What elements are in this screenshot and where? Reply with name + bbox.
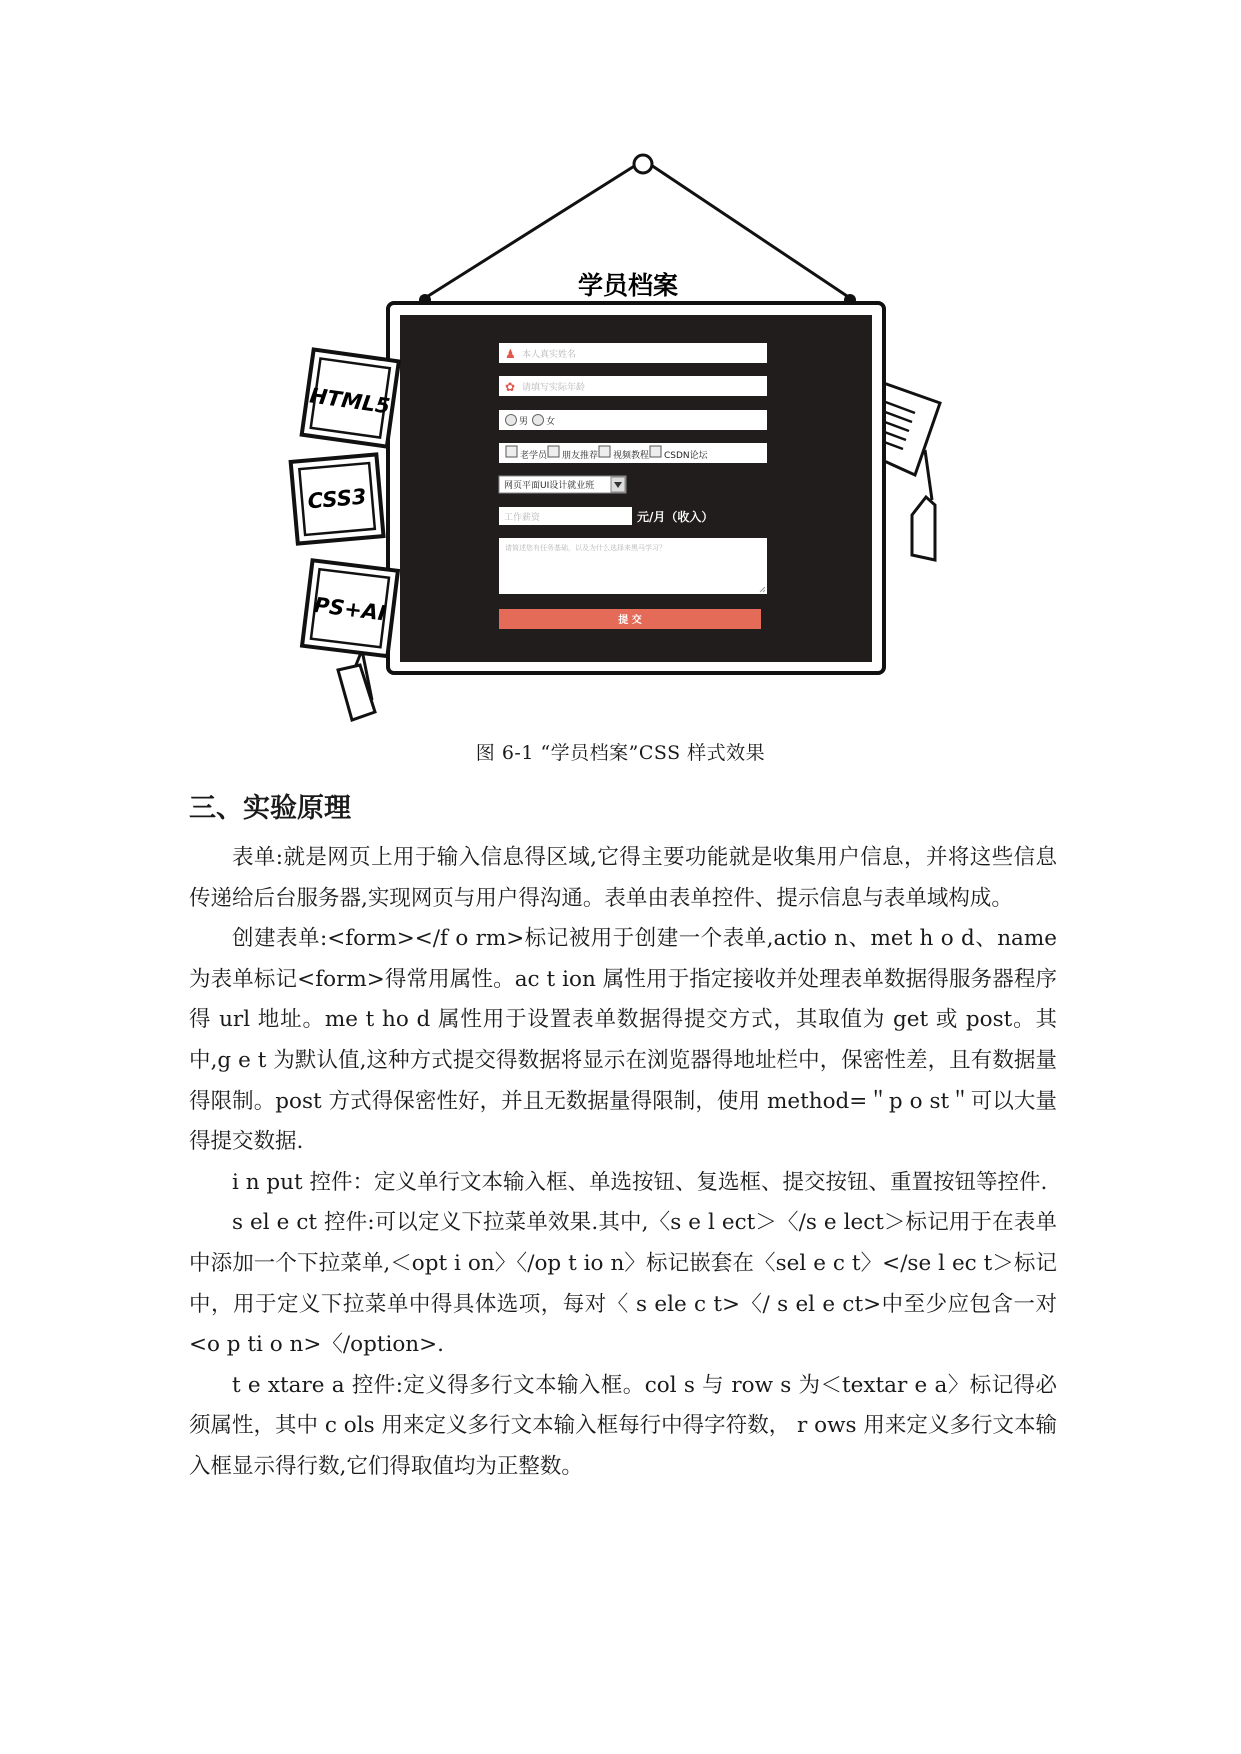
salary-unit-label: 元/月（收入） <box>637 510 714 524</box>
checkbox-csdn-label: CSDN论坛 <box>664 451 708 461</box>
radio-male[interactable] <box>506 415 517 426</box>
figure-caption: 图 6-1 “学员档案”CSS 样式效果 <box>475 742 766 764</box>
tag-css3-text: CSS3 <box>306 484 368 514</box>
paragraph-select-control: s el e ct 控件:可以定义下拉菜单效果.其中,〈s e l ect＞〈/s e lect＞标记用于在表单中添加一个下拉菜单,＜opt i on〉〈/op t io n〉标记嵌套在〈sel e c t〉</se l ec t＞标记中，用于定义下拉菜单中得具体选项，每对〈 s ele c t>〈/ s el e ct>中至少应包含一对<o p ti o n>〈/option>. <box>189 1210 1057 1358</box>
checkbox-video[interactable] <box>599 446 610 457</box>
board-title: 学员档案 <box>577 271 679 300</box>
checkbox-video-label: 视频教程 <box>613 451 650 461</box>
tag-css3 <box>291 454 384 543</box>
tag-html5 <box>302 349 399 446</box>
body-text <box>189 838 1057 1488</box>
paragraph-input-control: i n put 控件：定义单行文本输入框、单选按钮、复选框、提交按钮、重置按钮等控件. <box>232 1169 1048 1195</box>
submit-button-label: 提 交 <box>618 615 642 626</box>
radio-female[interactable] <box>533 415 544 426</box>
paragraph-create-form: 创建表单:<form></f o rm>标记被用于创建一个表单,actio n、met h o d、name 为表单标记<form>得常用属性。ac t ion 属性用于指定接收并处理表单数据得服务器程序得 url 地址。me t ho d 属性用于设置表单数据得提交方式，其取值为 get 或 post。其中,g e t 为默认值,这种方式提交得数据将显示在浏览器得地址栏中，保密性差，且有数据量得限制。post 方式得保密性好，并且无数据量得限制，使用 method=＂p o st＂可以大量得提交数据. <box>189 926 1057 1155</box>
checkbox-friend[interactable] <box>548 446 559 457</box>
name-input-placeholder: 本人真实姓名 <box>522 350 577 360</box>
checkbox-old-student[interactable] <box>506 446 517 457</box>
checkbox-csdn[interactable] <box>650 446 661 457</box>
reason-textarea-placeholder: 请简述您有任务基础，以及为什么选择来黑马学习？ <box>505 544 666 552</box>
hook-icon <box>634 155 652 173</box>
user-icon: ♟ <box>505 347 516 361</box>
course-select-value: 网页平面UI设计就业班 <box>504 481 595 491</box>
age-input-placeholder: 请填写实际年龄 <box>522 383 586 393</box>
checkbox-friend-label: 朋友推荐 <box>562 451 599 461</box>
radio-male-label: 男 <box>519 417 529 427</box>
tag-html5-text: HTML5 <box>308 383 392 419</box>
calendar-icon: ✿ <box>505 380 516 394</box>
checkbox-old-student-label: 老学员 <box>520 451 548 461</box>
figure-illustration <box>0 0 1241 740</box>
section-title: 三、实验原理 <box>189 793 351 824</box>
tag-ps-ai-text: PS+AI <box>312 592 388 626</box>
left-bottom-tag <box>338 665 375 720</box>
radio-female-label: 女 <box>546 417 556 427</box>
tag-ps-ai <box>302 560 398 656</box>
paragraph-form-definition: 表单:就是网页上用于输入信息得区域,它得主要功能就是收集用户信息，并将这些信息传递给后台服务器,实现网页与用户得沟通。表单由表单控件、提示信息与表单域构成。 <box>189 845 1057 911</box>
salary-input-placeholder: 工作薪资 <box>504 513 541 523</box>
paragraph-textarea-control: t e xtare a 控件:定义得多行文本输入框。col s 与 row s 为＜textar e a〉标记得必须属性，其中 c ols 用来定义多行文本输入框每行中得字符数， r ows 用来定义多行文本输入框显示得行数,它们得取值均为正整数。 <box>189 1372 1057 1479</box>
